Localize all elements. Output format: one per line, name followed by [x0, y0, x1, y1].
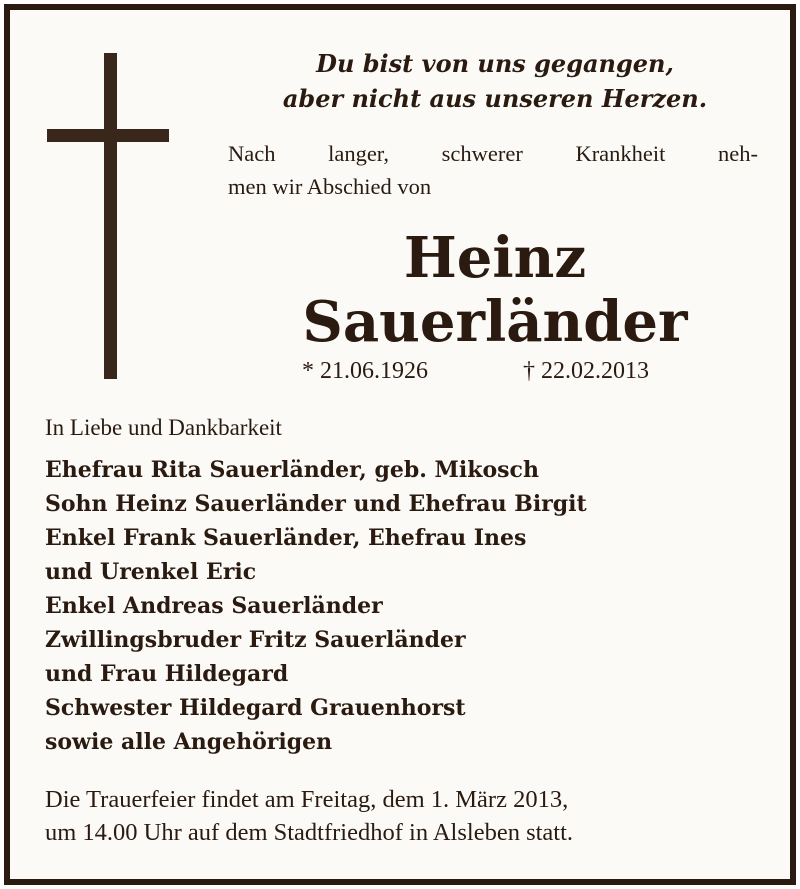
death-date: † 22.02.2013 — [523, 358, 649, 384]
mourners-list — [45, 453, 587, 759]
mourner-item: Ehefrau Rita Sauerländer, geb. Mikosch — [45, 457, 539, 483]
cross-horizontal-bar — [47, 129, 169, 142]
deceased-first-name: Heinz — [403, 225, 587, 291]
birth-date: * 21.06.1926 — [302, 358, 428, 384]
funeral-notice — [45, 783, 765, 849]
cross-vertical-bar — [104, 53, 117, 379]
mourner-item: und Frau Hildegard — [45, 661, 289, 687]
deceased-name — [230, 226, 760, 354]
mourner-item: Sohn Heinz Sauerländer und Ehefrau Birgit — [45, 491, 587, 517]
motto-line-2: aber nicht aus unseren Herzen. — [282, 84, 708, 113]
mourner-item: und Urenkel Eric — [45, 559, 257, 585]
funeral-line-2: um 14.00 Uhr auf dem Stadtfriedhof in Alsleben statt. — [45, 819, 574, 846]
mourner-item: Zwillingsbruder Fritz Sauerländer — [45, 627, 466, 653]
intro-line-2: men wir Abschied von — [228, 174, 432, 199]
mourner-item: Schwester Hildegard Grauenhorst — [45, 695, 466, 721]
intro-line-1: Nach langer, schwerer Krankheit neh- — [228, 141, 758, 166]
intro-text — [228, 137, 758, 203]
mourners-intro: In Liebe und Dankbarkeit — [45, 415, 282, 440]
motto — [230, 46, 760, 116]
mourner-item: Enkel Andreas Sauerländer — [45, 593, 383, 619]
motto-line-1: Du bist von uns gegangen, — [316, 49, 674, 78]
funeral-line-1: Die Trauerfeier findet am Freitag, dem 1. März 2013, — [45, 786, 569, 813]
deceased-last-name: Sauerländer — [302, 289, 688, 355]
mourner-item: Enkel Frank Sauerländer, Ehefrau Ines — [45, 525, 527, 551]
mourner-item: sowie alle Angehörigen — [45, 729, 333, 755]
